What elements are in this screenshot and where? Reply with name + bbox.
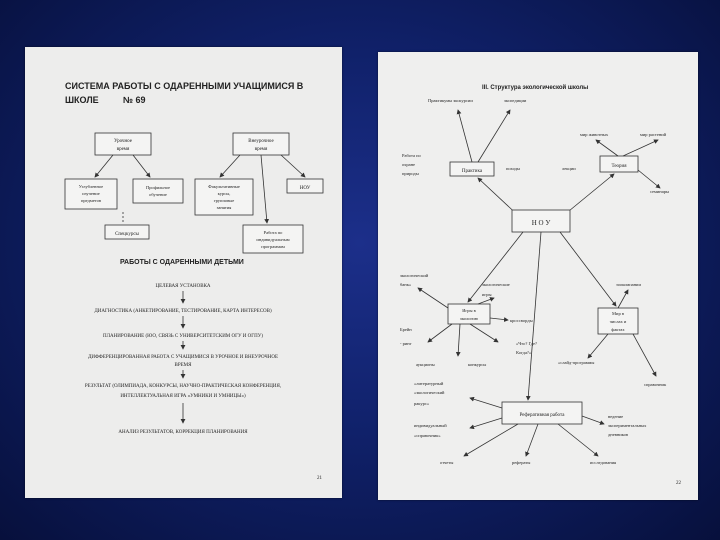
label-bank-l1: экологический xyxy=(400,273,429,278)
label-brain-l1: Брейн xyxy=(400,327,412,332)
box-world-l1: Мир в xyxy=(612,311,624,316)
step-diff-work-l1: ДИФФЕРЕНЦИРОВАННАЯ РАБОТА С УЧАЩИМИСЯ В УРОЧНОЕ И ВНЕУРОЧНОЕ xyxy=(87,355,279,360)
right-title: III. Структура экологической школы xyxy=(482,85,589,91)
box-practice-label: Практика xyxy=(461,169,483,174)
section-title: РАБОТЫ С ОДАРЕННЫМИ ДЕТЬМИ xyxy=(120,259,244,266)
left-title-number: № 69 xyxy=(123,95,146,105)
label-eco-game-l1: экологические xyxy=(482,282,510,287)
label-literary-l1: «литературный xyxy=(414,381,444,386)
box-nou-center-label: Н О У xyxy=(531,219,551,227)
left-title-line1: СИСТЕМА РАБОТЫ С ОДАРЕННЫМИ УЧАЩИМИСЯ В xyxy=(65,81,304,91)
label-protection-l2: охране xyxy=(402,162,416,167)
box-games-l1: Игры в xyxy=(462,308,476,313)
right-page-number: 22 xyxy=(676,481,681,486)
step-analysis: АНАЛИЗ РЕЗУЛЬТАТОВ, КОРРЕКЦИЯ ПЛАНИРОВАНИЯ xyxy=(118,430,248,435)
label-protection-l1: Работа по xyxy=(402,153,421,158)
label-eco-game-l2: игры xyxy=(482,292,492,297)
box-lessons-l2: время xyxy=(116,147,130,152)
box-in-depth-l1: Углубленное xyxy=(78,184,104,189)
label-brain-l2: - ринг xyxy=(400,341,412,346)
box-work-label: Реферативная работа xyxy=(519,413,565,418)
box-electives-l3: групповые xyxy=(213,198,235,203)
label-bank-l2: банк» xyxy=(400,282,412,287)
box-theory-label: Теория xyxy=(611,164,627,169)
box-profile xyxy=(133,179,183,203)
box-profile-l2: обучение xyxy=(149,192,167,197)
label-lectures: лекции xyxy=(562,166,576,171)
label-leading-l2: экспериментальных xyxy=(608,423,647,428)
label-protection-l3: природы xyxy=(402,171,419,176)
label-animals: мир животных xyxy=(580,132,609,137)
box-in-depth-l3: предметов xyxy=(80,198,102,203)
left-title-line2: ШКОЛЕ xyxy=(65,95,99,105)
label-expeditions: экспедиции xyxy=(504,98,527,103)
label-abstracts: рефераты xyxy=(512,460,531,465)
box-electives-l1: Факультативные xyxy=(208,184,240,189)
label-what-where-l2: Когда?» xyxy=(516,350,532,355)
label-reports: отчеты xyxy=(440,460,454,465)
label-crosswords: кроссворды xyxy=(510,318,533,323)
box-nou-label: НОУ xyxy=(299,186,311,191)
box-profile-l1: Профильное xyxy=(145,185,171,190)
step-diagnostics: ДИАГНОСТИКА (АНКЕТИРОВАНИЕ, ТЕСТИРОВАНИЕ, КАРТА ИНТЕРЕСОВ) xyxy=(94,309,272,314)
label-slides: «слайд-программы xyxy=(558,360,595,365)
label-zoo: зоокомпании xyxy=(616,282,641,287)
left-document-page xyxy=(25,47,342,498)
label-plants: мир растений xyxy=(640,132,667,137)
step-target: ЦЕЛЕВАЯ УСТАНОВКА xyxy=(155,284,211,289)
box-extra-l1: Внеурочное xyxy=(248,139,274,144)
label-what-where-l1: «Что? Где? xyxy=(516,341,538,346)
label-literary-l3: ракурс» xyxy=(414,401,430,406)
label-leading-l3: дневников xyxy=(608,432,628,437)
label-literary-l2: «экологический xyxy=(414,390,445,395)
left-page-number: 21 xyxy=(317,476,322,481)
box-games-l2: экологию xyxy=(459,316,479,321)
step-planning: ПЛАНИРОВАНИЕ (ЮО, СВЯЗЬ С УНИВЕРСИТЕТСКИМ ОГУ И ОГПУ) xyxy=(103,334,263,339)
box-world-l3: фактах xyxy=(611,327,625,332)
step-result-l2: ИНТЕЛЛЕКТУАЛЬНАЯ ИГРА «УМНИКИ И УМНИЦЫ») xyxy=(120,394,246,399)
box-extra-l2: время xyxy=(254,147,268,152)
label-excursions: Практикумы экскурсии xyxy=(428,98,473,103)
label-individual-l2: «справочник» xyxy=(414,433,441,438)
box-lessons-l1: Урочное xyxy=(114,139,132,144)
right-page-diagram xyxy=(378,52,698,500)
step-diff-work-l2: ВРЕМЯ xyxy=(174,363,192,368)
label-research: исследования xyxy=(590,460,617,465)
box-games xyxy=(448,304,490,324)
step-result-l1: РЕЗУЛЬТАТ (ОЛИМПИАДА, КОНКУРСЫ, НАУЧНО-ПРАКТИЧЕСКАЯ КОНФЕРЕНЦИЯ, xyxy=(84,384,282,389)
box-in-depth-l2: изучение xyxy=(82,191,100,196)
box-individual-l2: индивидуальным xyxy=(256,237,290,242)
label-individual-l1: индивидуальный xyxy=(414,423,447,428)
label-auction: аукционы xyxy=(416,362,435,367)
label-contests: конкурсы xyxy=(468,362,487,367)
label-seminars: семинары xyxy=(650,189,669,194)
label-reference: справочник xyxy=(644,382,667,387)
label-hikes: походы xyxy=(506,166,521,171)
right-document-page xyxy=(378,52,698,500)
box-individual-l3: программам xyxy=(261,244,285,249)
left-page-diagram xyxy=(25,47,342,498)
label-leading-l1: ведение xyxy=(608,414,624,419)
box-individual-l1: Работа по xyxy=(263,230,283,235)
box-specialcourses-label: Спецкурсы xyxy=(115,232,139,237)
box-electives-l2: курсы, xyxy=(217,191,231,196)
box-electives-l4: занятия xyxy=(216,205,232,210)
box-world-l2: числах и xyxy=(609,319,627,324)
